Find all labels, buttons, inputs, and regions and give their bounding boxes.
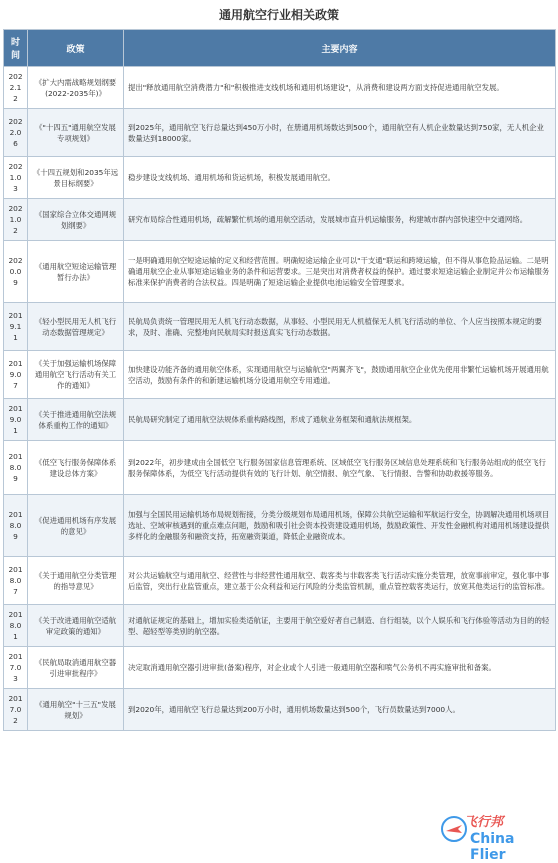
china-flier-watermark [440, 809, 552, 863]
table-row [4, 351, 556, 399]
cell-policy: 《低空飞行服务保障体系建设总体方案》 [28, 441, 124, 495]
cell-policy: 《国家综合立体交通网规划纲要》 [28, 199, 124, 241]
cell-policy: 《关于改进通用航空适航审定政策的通知》 [28, 605, 124, 647]
cell-policy: 《扩大内需战略规划纲要(2022-2035年)》 [28, 67, 124, 109]
table-row [4, 67, 556, 109]
table-row [4, 495, 556, 557]
cell-policy: 《民航局取消通用航空器引进审批程序》 [28, 647, 124, 689]
table-row [4, 109, 556, 157]
watermark-cn-text: 飞行邦 [464, 815, 504, 830]
cell-content: 稳步建设支线机场、通用机场和货运机场，积极发展通用航空。 [124, 157, 556, 199]
table-row [4, 157, 556, 199]
cell-policy: 《十四五规划和2035年远景目标纲要》 [28, 157, 124, 199]
table-header-row [4, 30, 556, 67]
cell-content: 民航局研究制定了通用航空法规体系重构路线图，形成了通航业务框架和通航法规框架。 [124, 399, 556, 441]
cell-content: 加快建设功能齐备的通用航空体系，实现通用航空与运输航空"两翼齐飞"，鼓励通用航空企业优先使用非繁忙运输机场开展通用航空活动，鼓励有条件的和新建运输机场分设通用航空专用通道。 [124, 351, 556, 399]
cell-time: 2022.12 [4, 67, 28, 109]
table-row [4, 441, 556, 495]
cell-content: 到2025年，通用航空飞行总量达到450万小时，在册通用机场数达到500个，通用航空有人机企业数量达到750家，无人机企业数量达到18000家。 [124, 109, 556, 157]
table-row [4, 605, 556, 647]
cell-time: 2018.01 [4, 605, 28, 647]
cell-time: 2018.09 [4, 441, 28, 495]
cell-content: 到2020年，通用航空飞行总量达到200万小时，通用机场数量达到500个，飞行员数量达到7000人。 [124, 689, 556, 731]
cell-time: 2021.02 [4, 199, 28, 241]
cell-policy: 《通用航空短途运输管理暂行办法》 [28, 241, 124, 303]
cell-time: 2020.09 [4, 241, 28, 303]
table-row [4, 199, 556, 241]
cell-time: 2018.07 [4, 557, 28, 605]
cell-time: 2019.07 [4, 351, 28, 399]
cell-content: 决定取消通用航空器引进审批(备案)程序，对企业或个人引进一般通用航空器和喷气公务机不再实施审批和备案。 [124, 647, 556, 689]
policy-table [3, 29, 556, 731]
cell-content: 一是明确通用航空短途运输的定义和经营范围。明确短途运输企业可以"干支通"联运和跨境运输，但不得从事危险品运输。二是明确通用航空企业从事短途运输业务的条件和运营要求。三是突出对消费者权益的保护。通过要求短途运输企业制定并公布运输服务标准来保护消费者的合法权益。四是明确了短途运输企业提供电池运输安全管理要求。 [124, 241, 556, 303]
table-row [4, 689, 556, 731]
header-policy: 政策 [28, 30, 124, 67]
cell-content: 民航局负责统一管理民用无人机飞行动态数据，从事轻、小型民用无人机植保无人机飞行活动的单位、个人应当按照本规定的要求，及时、准确、完整地向民航局实时报送真实飞行动态数据。 [124, 303, 556, 351]
header-content: 主要内容 [124, 30, 556, 67]
cell-content: 提出"释放通用航空消费潜力"和"积极推进支线机场和通用机场建设"，从消费和建设两方面支持促进通用航空发展。 [124, 67, 556, 109]
cell-content: 对公共运输航空与通用航空、经营性与非经营性通用航空、载客类与非载客类飞行活动实施分类管理，放宽事前审定，强化事中事后监管，突出行业监管重点，建立基于公众利益和运行风险的分类监管机制，重点管控载客类运行，放宽其他类运行的监管标准。 [124, 557, 556, 605]
cell-policy: 《关于加强运输机场保障通用航空飞行活动有关工作的通知》 [28, 351, 124, 399]
cell-time: 2021.03 [4, 157, 28, 199]
table-row [4, 399, 556, 441]
cell-content: 加强与全国民用运输机场布局规划衔接，分类分级规划布局通用机场，保障公共航空运输和军航运行安全，协调解决通用机场项目选址、空域审核遇到的重点难点问题，鼓励和吸引社会资本投资建设通用机场，鼓励政策性、开发性金融机构对通用机场建设提供多样化的金融服务和融资支持，拓宽融资渠道，降低企业融资成本。 [124, 495, 556, 557]
table-row [4, 303, 556, 351]
table-row [4, 557, 556, 605]
cell-policy: 《促进通用机场有序发展的意见》 [28, 495, 124, 557]
cell-policy: 《关于通用航空分类管理的指导意见》 [28, 557, 124, 605]
cell-policy: 《"十四五"通用航空发展专项规划》 [28, 109, 124, 157]
cell-content: 到2022年，初步建成由全国低空飞行服务国家信息管理系统、区域低空飞行服务区域信息处理系统和飞行服务站组成的低空飞行服务保障体系，为低空飞行活动提供有效的飞行计划、航空情报、航空气象、飞行情报、告警和协助救援等服务。 [124, 441, 556, 495]
cell-content: 研究布局综合性通用机场，疏解繁忙机场的通用航空活动，发展城市直升机运输服务，构建城市群内部快速空中交通网络。 [124, 199, 556, 241]
cell-content: 对通航证规定的基础上，增加实验类适航证，主要用于航空爱好者自己制造、自行组装，以个人娱乐和飞行体验等活动为目的的轻型、超轻型等类别的航空器。 [124, 605, 556, 647]
table-body [4, 67, 556, 731]
watermark-en-text: China Flier [470, 831, 515, 863]
cell-time: 2018.09 [4, 495, 28, 557]
cell-policy: 《轻小型民用无人机飞行动态数据管理规定》 [28, 303, 124, 351]
cell-time: 2019.01 [4, 399, 28, 441]
table-row [4, 647, 556, 689]
table-row [4, 241, 556, 303]
cell-policy: 《关于推进通用航空法规体系重构工作的通知》 [28, 399, 124, 441]
cell-time: 2019.11 [4, 303, 28, 351]
cell-policy: 《通用航空"十三五"发展规划》 [28, 689, 124, 731]
cell-time: 2017.03 [4, 647, 28, 689]
header-time: 时间 [4, 30, 28, 67]
cell-time: 2017.02 [4, 689, 28, 731]
page-title: 通用航空行业相关政策 [218, 8, 339, 22]
cell-time: 2022.06 [4, 109, 28, 157]
